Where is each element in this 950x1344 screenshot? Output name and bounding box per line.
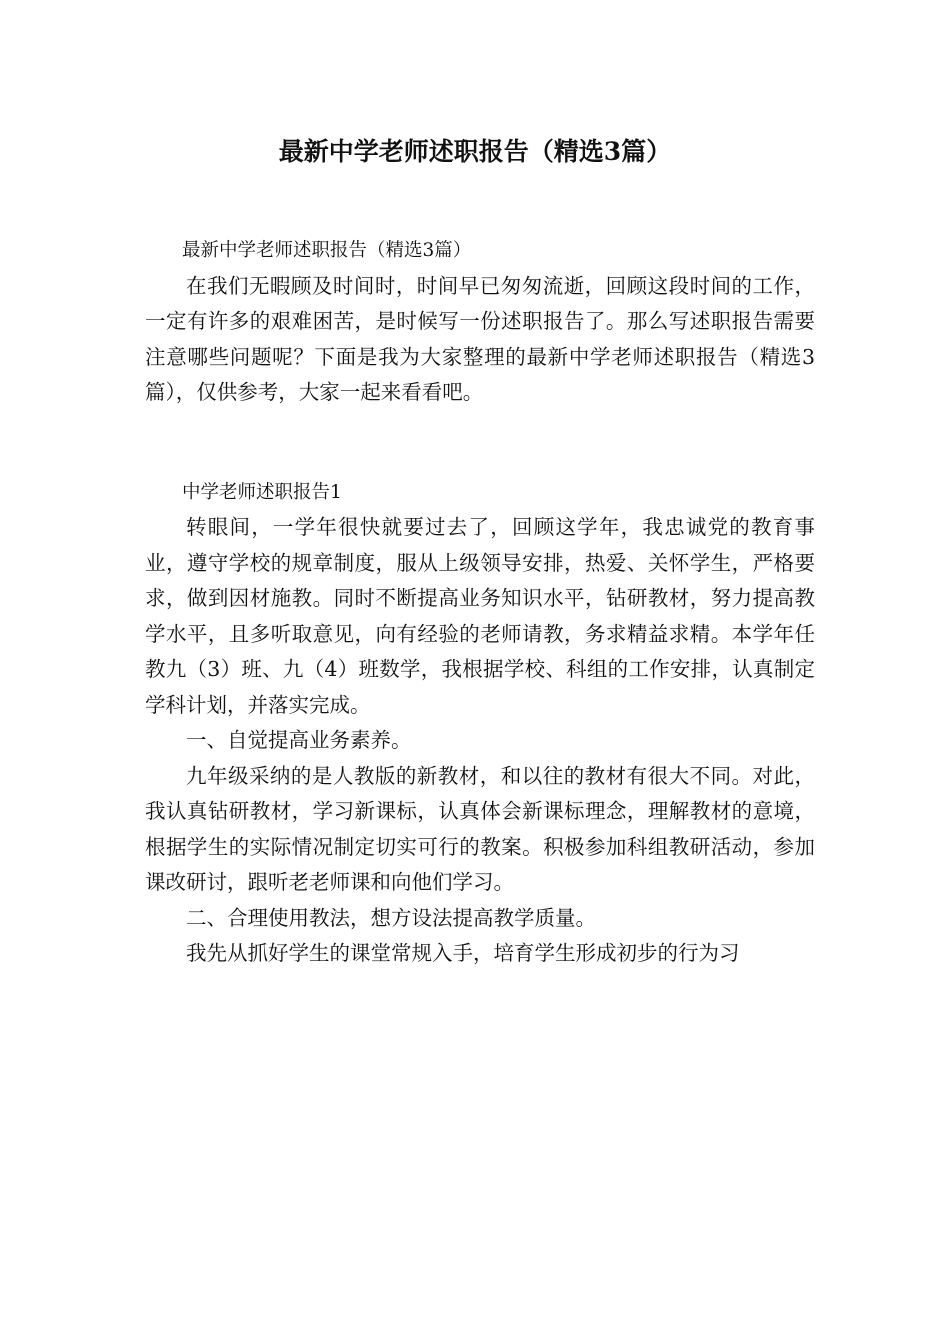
document-subtitle: 最新中学老师述职报告（精选3篇） — [182, 240, 472, 261]
body-paragraph-2: 九年级采纳的是人教版的新教材，和以往的教材有很大不同。对此，我认真钻研教材，学习新课标，认真体会新课标理念，理解教材的意境，根据学生的实际情况制定切实可行的教案。积极参加科组教研活动，参加课改研讨，跟听老老师课和向他们学习。 — [145, 763, 815, 894]
body-paragraph-3: 我先从抓好学生的课堂常规入手，培育学生形成初步的行为习 — [186, 941, 740, 965]
point-2-heading: 二、合理使用教法，想方设法提高教学质量。 — [186, 905, 596, 930]
document-title: 最新中学老师述职报告（精选3篇） — [278, 137, 672, 166]
document-body — [145, 233, 815, 972]
intro-paragraph: 在我们无暇顾及时间时，时间早已匆匆流逝，回顾这段时间的工作，一定有许多的艰难困苦，是时候写一份述职报告了。那么写述职报告需要注意哪些问题呢？下面是我为大家整理的最新中学老师述职报告（精选3篇），仅供参考，大家一起来看看吧。 — [145, 273, 815, 404]
section-heading: 中学老师述职报告1 — [182, 481, 342, 503]
body-paragraph-1: 转眼间，一学年很快就要过去了，回顾这学年，我忠诚党的教育事业，遵守学校的规章制度，服从上级领导安排，热爱、关怀学生，严格要求，做到因材施教。同时不断提高业务知识水平，钻研教材，努力提高教学水平，且多听取意见，向有经验的老师请教，务求精益求精。本学年任教九（3）班、九（4）班数学，我根据学校、科组的工作安排，认真制定学科计划，并落实完成。 — [145, 515, 815, 717]
point-1-heading: 一、自觉提高业务素养。 — [186, 728, 412, 752]
paragraph-spacer — [145, 411, 815, 475]
